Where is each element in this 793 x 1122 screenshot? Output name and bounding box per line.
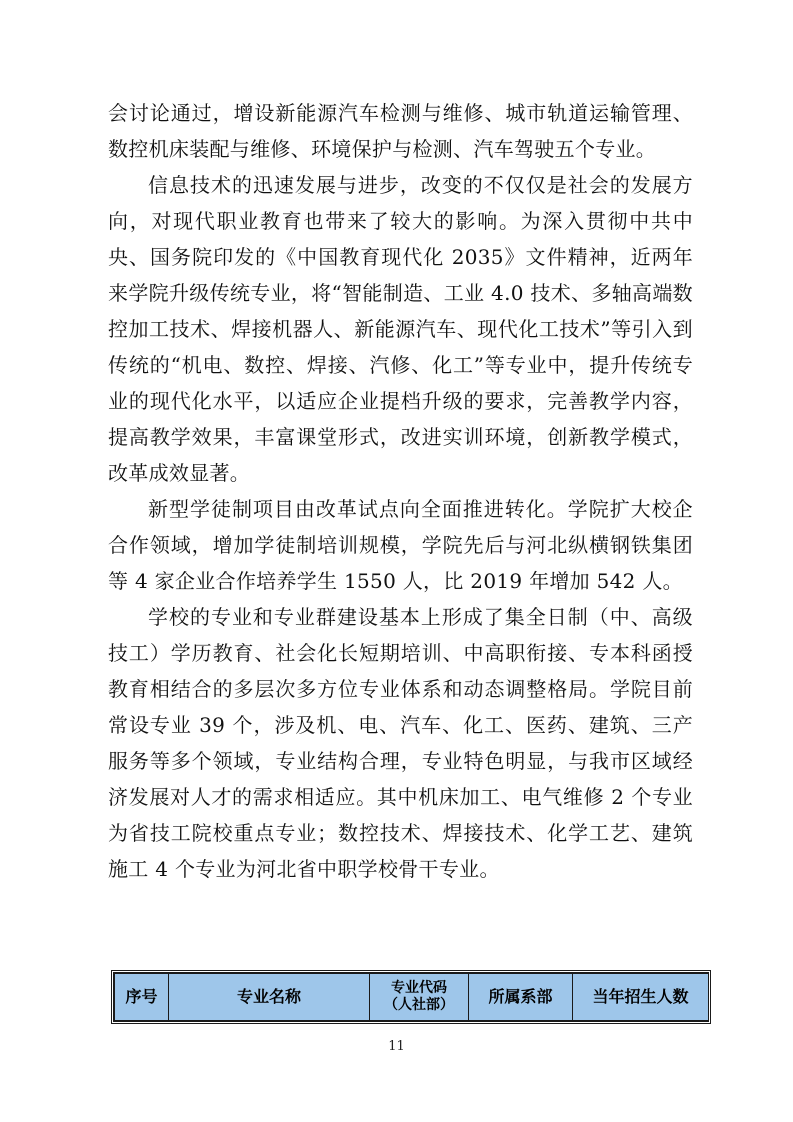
header-major-code-line2: （人社部） bbox=[384, 997, 454, 1013]
body-text bbox=[108, 95, 693, 887]
page-number: 11 bbox=[388, 1039, 405, 1054]
paragraph-4: 学校的专业和专业群建设基本上形成了集全日制（中、高级技工）学历教育、社会化长短期培训、中高职衔接、专本科函授教育相结合的多层次多方位专业体系和动态调整格局。学院目前常设专业 39 个，涉及机、电、汽车、化工、医药、建筑、三产服务等多个领域，专业结构合理，专业特色明显，与我市区域经济发展对人才的需求相适应。其中机床加工、电气维修 2 个专业为省技工院校重点专业；数控技术、焊接技术、化学工艺、建筑施工 4 个专业为河北省中职学校骨干专业。 bbox=[108, 605, 693, 881]
majors-table bbox=[114, 973, 709, 1021]
header-enrollment: 当年招生人数 bbox=[573, 974, 709, 1021]
majors-table-frame bbox=[111, 970, 711, 1024]
header-major-code-line1: 专业代码 bbox=[391, 980, 447, 996]
header-major-name: 专业名称 bbox=[169, 974, 370, 1021]
paragraph-3: 新型学徒制项目由改革试点向全面推进转化。学院扩大校企合作领域，增加学徒制培训规模，学院先后与河北纵横钢铁集团等 4 家企业合作培养学生 1550 人，比 2019 年增加 542 人。 bbox=[108, 497, 693, 593]
header-department: 所属系部 bbox=[469, 974, 573, 1021]
paragraph-1: 会讨论通过，增设新能源汽车检测与维修、城市轨道运输管理、数控机床装配与维修、环境保护与检测、汽车驾驶五个专业。 bbox=[108, 101, 693, 161]
table-header-row bbox=[115, 974, 709, 1021]
header-major-code bbox=[370, 974, 469, 1021]
paragraph-2: 信息技术的迅速发展与进步，改变的不仅仅是社会的发展方向，对现代职业教育也带来了较大的影响。为深入贯彻中共中央、国务院印发的《中国教育现代化 2035》文件精神，近两年来学院升级传统专业，将“智能制造、工业 4.0 技术、多轴高端数控加工技术、焊接机器人、新能源汽车、现代化工技术”等引入到传统的“机电、数控、焊接、汽修、化工”等专业中，提升传统专业的现代化水平，以适应企业提档升级的要求，完善教学内容，提高教学效果，丰富课堂形式，改进实训环境，创新教学模式，改革成效显著。 bbox=[108, 173, 693, 485]
header-index: 序号 bbox=[115, 974, 169, 1021]
